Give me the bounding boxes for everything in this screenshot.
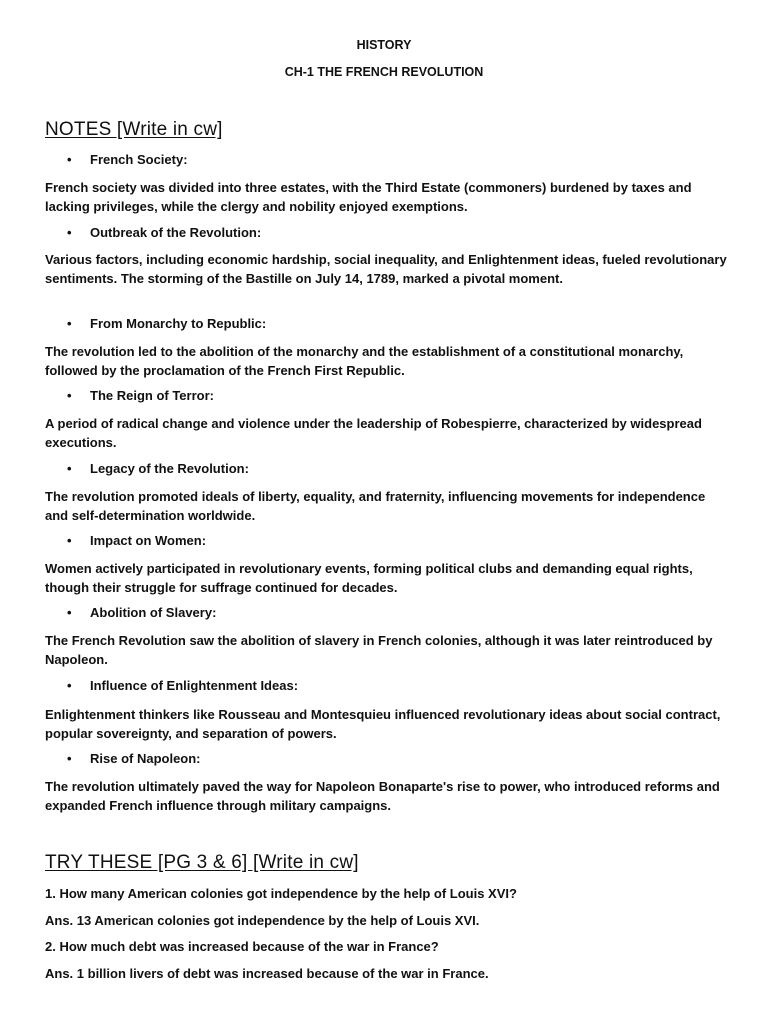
note-paragraph: The revolution led to the abolition of the monarchy and the establishment of a constitutional monarchy, followed by the proclamation of the French First Republic. xyxy=(45,344,684,378)
bullet-item xyxy=(67,316,266,331)
note-paragraph: The revolution promoted ideals of liberty, equality, and fraternity, influencing movements for independence and self-determination worldwide. xyxy=(45,489,706,523)
bullet-title: Influence of Enlightenment Ideas: xyxy=(90,678,299,693)
answer-line: Ans. 1 billion livers of debt was increased because of the war in France. xyxy=(45,966,489,981)
bullet-icon: • xyxy=(67,751,72,766)
bullet-icon: • xyxy=(67,533,72,548)
bullet-item xyxy=(67,533,206,548)
note-paragraph: A period of radical change and violence under the leadership of Robespierre, characterized by widespread executions. xyxy=(45,416,702,450)
bullet-title: Rise of Napoleon: xyxy=(90,751,201,766)
answer-line: Ans. 13 American colonies got independence by the help of Louis XVI. xyxy=(45,913,480,928)
bullet-item xyxy=(67,461,249,476)
bullet-icon: • xyxy=(67,678,72,693)
bullet-title: The Reign of Terror: xyxy=(90,388,214,403)
note-paragraph: The French Revolution saw the abolition of slavery in French colonies, although it was later reintroduced by Napoleon. xyxy=(45,633,713,667)
bullet-item xyxy=(67,678,298,693)
bullet-icon: • xyxy=(67,388,72,403)
note-paragraph: The revolution ultimately paved the way for Napoleon Bonaparte's rise to power, who introduced reforms and expanded French influence through military campaigns. xyxy=(45,779,720,813)
bullet-icon: • xyxy=(67,461,72,476)
bullet-title: Impact on Women: xyxy=(90,533,207,548)
bullet-icon: • xyxy=(67,316,72,331)
note-paragraph: French society was divided into three estates, with the Third Estate (commoners) burdened by taxes and lacking privileges, while the clergy and nobility enjoyed exemptions. xyxy=(45,180,692,214)
note-paragraph: Women actively participated in revolutionary events, forming political clubs and demanding equal rights, though their struggle for suffrage continued for decades. xyxy=(45,561,693,595)
bullet-title: Abolition of Slavery: xyxy=(90,605,217,620)
bullet-icon: • xyxy=(67,605,72,620)
bullet-item xyxy=(67,388,214,403)
question-line: 1. How many American colonies got independence by the help of Louis XVI? xyxy=(45,886,517,901)
bullet-item xyxy=(67,152,188,167)
bullet-item xyxy=(67,225,261,240)
bullet-title: Outbreak of the Revolution: xyxy=(90,225,262,240)
chapter-title: CH-1 THE FRENCH REVOLUTION xyxy=(284,65,484,79)
question-line: 2. How much debt was increased because of the war in France? xyxy=(45,939,439,954)
subject-title: HISTORY xyxy=(356,38,412,52)
try-these-heading: TRY THESE [PG 3 & 6] [Write in cw] xyxy=(45,852,359,873)
notes-heading: NOTES [Write in cw] xyxy=(45,119,223,140)
bullet-item xyxy=(67,751,201,766)
bullet-icon: • xyxy=(67,225,72,240)
bullet-title: Legacy of the Revolution: xyxy=(90,461,249,476)
bullet-icon: • xyxy=(67,152,72,167)
bullet-title: French Society: xyxy=(90,152,188,167)
note-paragraph: Various factors, including economic hardship, social inequality, and Enlightenment ideas, fueled revolutionary sentiments. The storming of the Bastille on July 14, 1789, marked a pivotal moment. xyxy=(45,252,727,286)
bullet-item xyxy=(67,605,216,620)
bullet-title: From Monarchy to Republic: xyxy=(90,316,267,331)
note-paragraph: Enlightenment thinkers like Rousseau and Montesquieu influenced revolutionary ideas about social contract, popular sovereignty, and separation of powers. xyxy=(45,707,721,741)
